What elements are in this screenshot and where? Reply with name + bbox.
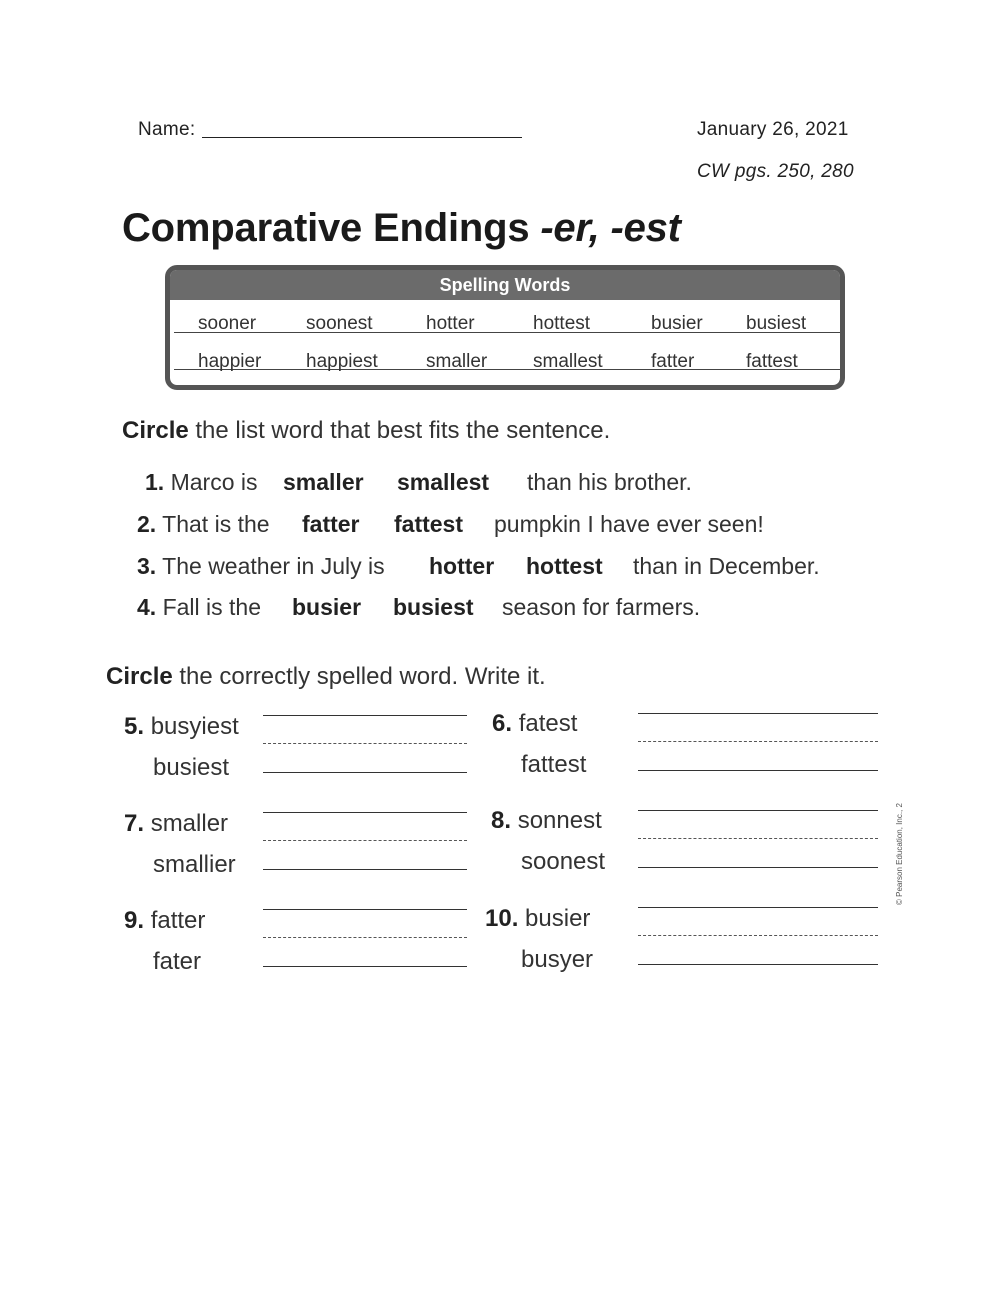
writing-line-base[interactable] [638,770,878,771]
spelling-option[interactable]: busyer [521,946,594,973]
choice-word[interactable]: fatter [302,511,360,537]
item-number: 6. [492,710,513,737]
word-choice-item-8 [491,807,602,835]
choice-word[interactable]: busiest [393,594,474,620]
sentence-before: That is the [162,511,270,537]
spelling-word: sooner [198,313,257,334]
sentence-after: pumpkin I have ever seen! [494,511,764,537]
instruction-rest: the list word that best fits the sentence. [188,417,611,444]
box-rule [174,332,840,333]
word-choice-item-7 [124,810,228,838]
spelling-word: fatter [651,351,695,372]
sentence-after: than in December. [633,553,820,579]
spelling-word: happiest [306,351,378,372]
spelling-option[interactable]: smaller [150,810,229,837]
word-choice-item-6 [492,710,577,738]
writing-line-base[interactable] [263,772,467,773]
pages-text: CW pgs. 250, 280 [697,161,854,182]
writing-line-base[interactable] [263,966,467,967]
writing-line-top[interactable] [263,909,467,910]
spelling-option[interactable]: fater [153,948,202,975]
spelling-word: hottest [533,313,591,334]
spelling-word: soonest [306,313,373,334]
spelling-word: smaller [426,351,488,372]
sentence-item-4 [137,594,261,621]
item-number: 1. [145,469,165,495]
spelling-option[interactable]: smallier [153,851,236,878]
spelling-word: hotter [426,313,475,334]
spelling-option[interactable]: fattest [521,751,587,778]
instruction-bold: Circle [106,663,173,690]
item-number: 7. [124,810,145,837]
item-number: 4. [137,594,157,620]
sentence-item-1 [145,469,257,496]
writing-line-mid [638,741,878,742]
sentence-item-2 [137,511,270,538]
instruction-bold: Circle [122,417,189,444]
item-number: 5. [124,713,145,740]
writing-line-mid [638,935,878,936]
part2-instruction [106,663,546,691]
writing-line-top[interactable] [638,810,878,811]
writing-line-base[interactable] [638,964,878,965]
spelling-option[interactable]: soonest [521,848,606,875]
spelling-words-heading: Spelling Words [170,270,840,300]
spelling-option[interactable]: busier [525,905,591,932]
spelling-words-box [165,265,845,390]
title-main: Comparative Endings [122,206,541,250]
item-number: 2. [137,511,157,537]
word-choice-item-5 [124,713,239,741]
spelling-option[interactable]: fatest [518,710,578,737]
name-label: Name: [138,119,196,140]
writing-line-top[interactable] [263,812,467,813]
copyright-notice: © Pearson Education, Inc., 2 [895,803,904,905]
writing-line-base[interactable] [638,867,878,868]
spelling-word: happier [198,351,262,372]
choice-word[interactable]: fattest [394,511,464,537]
sentence-item-3 [137,553,385,580]
item-number: 10. [485,905,519,932]
box-rule [174,369,840,370]
writing-line-mid [263,743,467,744]
sentence-after: than his brother. [527,469,692,495]
spelling-option[interactable]: busyiest [150,713,239,740]
choice-word[interactable]: smallest [397,469,490,495]
choice-word[interactable]: busier [292,594,362,620]
title-suffix: -er, -est [540,206,681,250]
spelling-option[interactable]: busiest [153,754,230,781]
part1-instruction [122,417,610,445]
sentence-after: season for farmers. [502,594,701,620]
writing-line-top[interactable] [263,715,467,716]
spelling-word: fattest [746,351,798,372]
spelling-word: busiest [746,313,807,334]
name-input-line[interactable] [202,137,522,138]
date-text: January 26, 2021 [697,119,849,140]
word-choice-item-9 [124,907,205,935]
writing-line-top[interactable] [638,907,878,908]
writing-line-mid [263,937,467,938]
sentence-before: Fall is the [162,594,262,620]
spelling-word: busier [651,313,703,334]
instruction-rest: the correctly spelled word. Write it. [172,663,546,690]
sentence-before: Marco is [170,469,258,495]
spelling-option[interactable]: sonnest [517,807,602,834]
writing-line-mid [638,838,878,839]
item-number: 8. [491,807,512,834]
item-number: 9. [124,907,145,934]
spelling-option[interactable]: fatter [150,907,206,934]
item-number: 3. [137,553,157,579]
writing-line-base[interactable] [263,869,467,870]
choice-word[interactable]: smaller [283,469,364,495]
sentence-before: The weather in July is [162,553,385,579]
choice-word[interactable]: hottest [526,553,603,579]
writing-line-top[interactable] [638,713,878,714]
choice-word[interactable]: hotter [429,553,495,579]
page-title [122,206,681,251]
word-choice-item-10 [485,905,590,933]
writing-line-mid [263,840,467,841]
spelling-word: smallest [533,351,603,372]
